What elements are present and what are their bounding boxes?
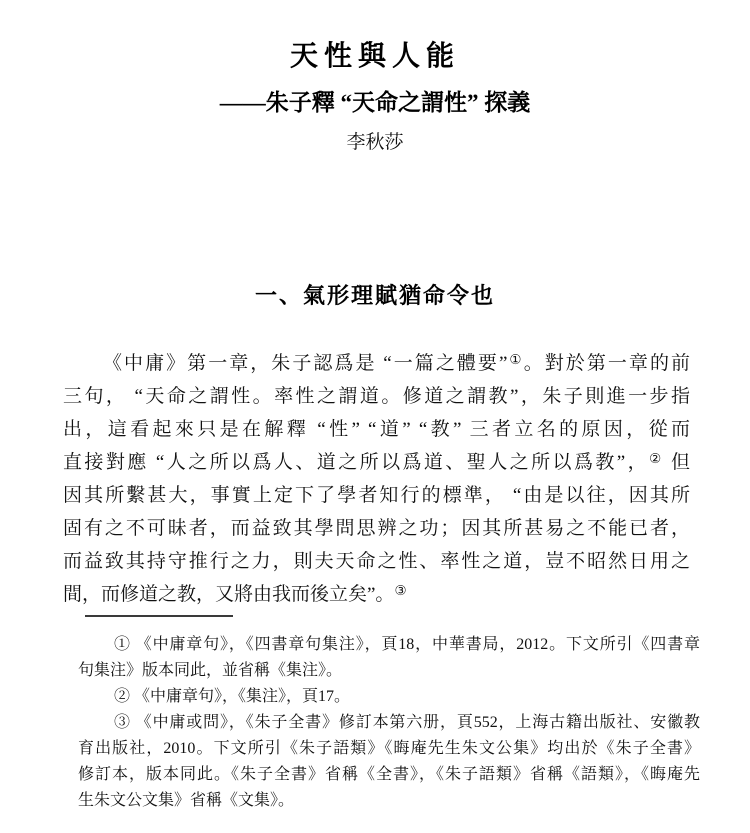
body-line: 《中庸》第一章，朱子認爲是 “一篇之體要”①。對於第一章的前 [103,352,690,374]
footnote-line: 生朱文公文集》省稱《文集》。 [78,792,295,809]
footnote-ref: ③ [394,583,407,598]
footnote-line: ① 《中庸章句》，《四書章句集注》，頁18，中華書局，2012。下文所引《四書章 [114,636,700,653]
body-line: 直接對應 “人之所以爲人、道之所以爲道、聖人之所以爲教”，② 但 [63,451,690,473]
page-title: 天性與人能 [289,41,460,72]
body-line: 因其所繫甚大，事實上定下了學者知行的標準， “由是以往，因其所 [63,485,690,506]
footnote-line: ③ 《中庸或問》，《朱子全書》修訂本第六册，頁552，上海古籍出版社、安徽教 [114,714,700,731]
footnote-separator-rule [85,615,233,617]
footnote-line: 句集注》版本同此，並省稱《集注》。 [78,662,343,679]
section-heading: 一、氣形理賦猶命令也 [254,283,495,308]
footnote-line: 修訂本，版本同此。《朱子全書》省稱《全書》，《朱子語類》省稱《語類》，《晦庵先 [78,766,700,783]
footnote-ref: ① [507,352,524,367]
footnote-ref: ② [649,451,664,466]
body-paragraph [63,347,690,611]
body-line: 間，而修道之教，又將由我而後立矣”。③ [63,583,407,605]
author-name: 李秋莎 [346,132,404,153]
body-line: 而益致其持守推行之力，則夫天命之性、率性之道，豈不昭然日用之 [63,551,690,572]
body-line: 固有之不可昧者，而益致其學問思辨之功；因其所甚易之不能已者， [63,518,690,539]
footnote-line: ② 《中庸章句》，《集注》，頁17。 [114,688,351,705]
page-subtitle: ——朱子釋 “天命之謂性” 探義 [219,90,531,115]
footnote-line: 育出版社，2010。下文所引《朱子語類》《晦庵先生朱文公集》均出於《朱子全書》 [78,740,700,757]
body-line: 三句， “天命之謂性。率性之謂道。修道之謂教”，朱子則進一步指 [63,386,690,407]
body-line: 出，這看起來只是在解釋 “性” “道” “教” 三者立名的原因，從而 [63,419,690,440]
footnotes-block [78,632,700,814]
